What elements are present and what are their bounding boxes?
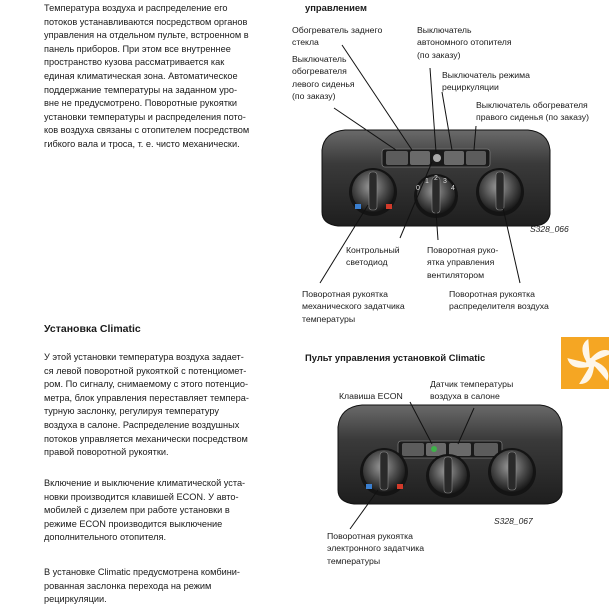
top-control-panel [322, 130, 550, 226]
figure-id-bottom: S328_067 [494, 516, 533, 526]
fan-scale-2: 2 [434, 175, 438, 182]
page-edge-tab [561, 337, 609, 389]
label-distributor-knob: Поворотная рукоятка распределителя воздуха [449, 289, 549, 312]
fan-scale-4: 4 [451, 185, 455, 192]
climatic-paragraph-1: У этой установки температура воздуха задает- ся левой поворотной рукояткой с потенциомет- ром. По сигналу, снимаемому с этого потенцио- метра, блок управления переставляет темпера- турную заслонку, регулируя температуру воздуха в салоне. Распределение воздушных потоков управляется механически посредством правой поворотной рукоятки. [44, 352, 249, 458]
bottom-distributor-knob [488, 448, 536, 496]
fan-scale-1: 1 [425, 178, 429, 185]
label-mech-temp-knob: Поворотная рукоятка механического задатчика температуры [302, 289, 405, 324]
bottom-figure-heading: Пульт управления установкой Climatic [305, 352, 486, 363]
top-figure-heading: управлением [305, 2, 367, 13]
fan-scale-0: 0 [416, 185, 420, 192]
mech-temp-knob [349, 168, 397, 216]
recirculation-button [444, 151, 464, 165]
label-fan-knob: Поворотная руко- ятка управления вентилятором [427, 245, 499, 280]
figure-id-top: S328_066 [530, 224, 569, 234]
bottom-fan-knob [426, 454, 470, 498]
label-recirculation-switch: Выключатель режима рециркуляции [442, 70, 530, 93]
fan-scale-3: 3 [443, 178, 447, 185]
label-control-led: Контрольный светодиод [346, 245, 400, 268]
fan-knob [414, 174, 458, 218]
econ-indicator [431, 446, 437, 452]
climatic-heading: Установка Climatic [44, 323, 141, 335]
cabin-temp-sensor [449, 443, 471, 456]
label-rear-window-heater: Обогреватель заднего стекла [292, 25, 383, 48]
label-electronic-temp-knob: Поворотная рукоятка электронного задатчика температуры [327, 531, 425, 566]
distributor-knob [476, 168, 524, 216]
climatic-paragraph-2: Включение и выключение климатической уста- новки производится клавишей ECON. У авто- мобилей с дизелем при работе установки в режиме ECON производится выключение дополнительного отопителя. [44, 478, 246, 543]
control-led [433, 154, 441, 162]
left-seat-heater-button [386, 151, 408, 165]
electronic-temp-knob [360, 448, 408, 496]
climatic-paragraph-3: В установке Climatic предусмотрена комбини- рованная заслонка перехода на режим рециркуляции. [44, 567, 240, 605]
label-left-seat-heater: Выключатель обогревателя левого сиденья (по заказу) [292, 54, 355, 102]
bottom-control-panel [338, 405, 562, 504]
label-cabin-temp-sensor: Датчик температуры воздуха в салоне [430, 379, 514, 402]
label-econ-key: Клавиша ECON [339, 391, 403, 401]
fan-icon [561, 337, 609, 389]
label-right-seat-heater: Выключатель обогревателя правого сиденья (по заказу) [476, 100, 589, 123]
right-seat-heater-button [466, 151, 486, 165]
label-aux-heater-switch: Выключатель автономного отопителя (по заказу) [417, 25, 512, 60]
intro-paragraph: Температура воздуха и распределение его потоков устанавливаются посредством органов управления на отдельном пульте, встроенном в панель приборов. При этом все внутреннее пространство кузова рассматривается как единая климатическая зона. Автоматическое поддержание температуры на заданном уро- вне не предусмотрено. Поворотные рукоятки установки температуры и распределения пото- ков воздуха связаны с отопителем посредством гибкого вала и троса, т. е. чисто механически. [44, 3, 250, 149]
rear-window-heater-button [410, 151, 430, 165]
